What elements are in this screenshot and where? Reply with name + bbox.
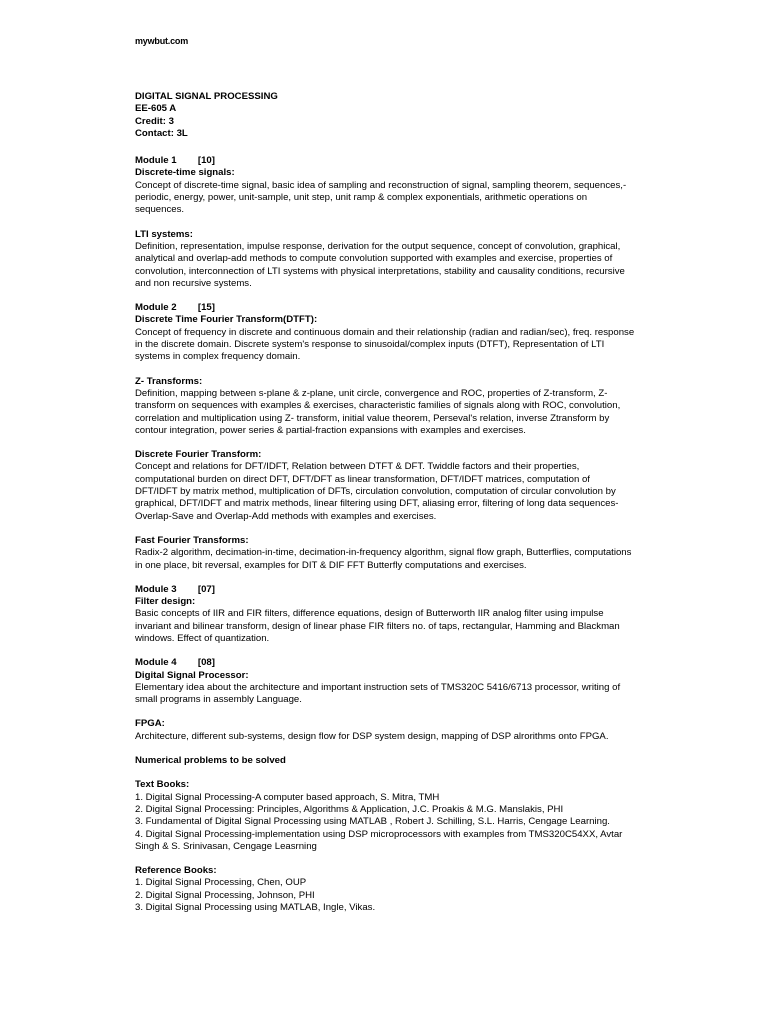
reference-book-item: 3. Digital Signal Processing using MATLAB, Ingle, Vikas. bbox=[135, 902, 376, 914]
section-title: Filter design: bbox=[135, 596, 196, 608]
numerical-note-section bbox=[135, 755, 635, 767]
module-4-heading bbox=[135, 657, 635, 669]
section-text: Definition, representation, impulse response, derivation for the output sequence, concept of convolution, graphical, analytical and overlap-add methods to compute convolution supported with examples and exercise, properties of convolution, interconnection of LTI systems with physical interpretations, stability and causality conditions, recursive and non recursive systems. bbox=[135, 240, 625, 289]
reference-book-item: 2. Digital Signal Processing, Johnson, PHI bbox=[135, 889, 315, 901]
section-title: FPGA: bbox=[135, 718, 165, 730]
section-text: Concept of discrete-time signal, basic idea of sampling and reconstruction of signal, sampling theorem, sequences,- periodic, energy, power, unit-sample, unit step, unit ramp & complex exponentials, arithmetic operations on sequences. bbox=[135, 179, 627, 216]
module-hours: [15] bbox=[197, 302, 215, 314]
reference-book-item: 1. Digital Signal Processing, Chen, OUP bbox=[135, 877, 307, 889]
text-book-item: 2. Digital Signal Processing: Principles, Algorithms & Application, J.C. Proakis & M.G. Manslakis, PHI bbox=[135, 803, 564, 815]
section-text: Architecture, different sub-systems, design flow for DSP system design, mapping of DSP alrorithms onto FPGA. bbox=[135, 730, 609, 742]
numerical-note: Numerical problems to be solved bbox=[135, 755, 286, 767]
module-title: Module 3 bbox=[135, 583, 177, 595]
text-books-section bbox=[135, 779, 635, 853]
section-title: Digital Signal Processor: bbox=[135, 669, 249, 681]
module-hours: [10] bbox=[197, 155, 215, 167]
module-hours: [07] bbox=[197, 583, 215, 595]
text-book-item: 4. Digital Signal Processing-implementation using DSP microprocessors with examples from TMS320C54XX, Avtar Singh & S. Srinivasan, Cengage Leasrning bbox=[135, 828, 623, 852]
section-text: Basic concepts of IIR and FIR filters, difference equations, design of Butterworth IIR analog filter using impulse invariant and bilinear transform, design of linear phase FIR filters no. of taps, rectangular, Hamming and Blackman windows. Effect of quantization. bbox=[135, 608, 620, 644]
module-hours: [08] bbox=[197, 657, 215, 669]
section-title: Z- Transforms: bbox=[135, 375, 203, 387]
course-code: EE-605 A bbox=[135, 103, 177, 115]
site-watermark: mywbut.com bbox=[135, 36, 189, 46]
fft-section bbox=[135, 535, 635, 572]
section-text: Definition, mapping between s-plane & z-plane, unit circle, convergence and ROC, properties of Z-transform, Z-transform on sequences with examples & exercises, characteristic families of signals along with ROC, convolution, correlation and multiplication using Z- transform, initial value theorem, Perseval's relation, inverse Ztransform by contour integration, power series & partial-fraction expansions with examples and exercises. bbox=[135, 387, 621, 436]
text-book-item: 3. Fundamental of Digital Signal Processing using MATLAB , Robert J. Schilling, S.L. Harris, Cengage Learning. bbox=[135, 816, 610, 828]
module-1-heading bbox=[135, 155, 635, 167]
section-text: Radix-2 algorithm, decimation-in-time, decimation-in-frequency algorithm, signal flow graph, Butterflies, computations in one place, bit reversal, examples for DIT & DIF FFT Butterfly computations and exercises. bbox=[135, 547, 632, 571]
module-1 bbox=[135, 155, 635, 216]
section-text: Elementary idea about the architecture and important instruction sets of TMS320C 5416/6713 processor, writing of small programs in assembly Language. bbox=[135, 681, 621, 706]
syllabus-content bbox=[135, 91, 635, 926]
section-title: Discrete Time Fourier Transform(DTFT): bbox=[135, 314, 318, 326]
section-text: Concept of frequency in discrete and continuous domain and their relationship (radian and radian/sec), freq. response in the discrete domain. Discrete system's response to sinusoidal/complex inputs (DTFT), Representation of LTI systems in complex frequency domain. bbox=[135, 326, 635, 363]
module-4 bbox=[135, 657, 635, 706]
module-title: Module 1 bbox=[135, 155, 177, 167]
section-title: Discrete-time signals: bbox=[135, 167, 235, 179]
text-books-title: Text Books: bbox=[135, 779, 190, 791]
section-title: Fast Fourier Transforms: bbox=[135, 534, 249, 546]
reference-books-section bbox=[135, 865, 635, 914]
section-title: Discrete Fourier Transform: bbox=[135, 449, 262, 461]
course-credit: Credit: 3 bbox=[135, 115, 174, 127]
module-title: Module 2 bbox=[135, 302, 177, 314]
section-text: Concept and relations for DFT/IDFT, Relation between DTFT & DFT. Twiddle factors and their properties, computational burden on direct DFT, DFT/DFT as linear transformation, DFT/IDFT matrices, computation of DFT/IDFT by matrix method, multiplication of DFTs, circulation convolution, computation of circular convolution by graphical, DFT/IDFT and matrix methods, linear filtering using DFT, aliasing error, filtering of long data sequences- Overlap-Save and Overlap-Add methods with examples and exercises. bbox=[135, 461, 619, 522]
section-title: LTI systems: bbox=[135, 228, 193, 240]
course-title: DIGITAL SIGNAL PROCESSING bbox=[135, 91, 278, 102]
module-title: Module 4 bbox=[135, 657, 177, 669]
reference-books-title: Reference Books: bbox=[135, 865, 217, 877]
lti-systems-section bbox=[135, 229, 635, 290]
dft-section bbox=[135, 449, 635, 523]
course-contact: Contact: 3L bbox=[135, 127, 188, 139]
z-transforms-section bbox=[135, 376, 635, 437]
module-3 bbox=[135, 584, 635, 645]
module-2 bbox=[135, 302, 635, 363]
module-2-heading bbox=[135, 302, 635, 314]
module-3-heading bbox=[135, 584, 635, 596]
fpga-section bbox=[135, 718, 635, 743]
text-book-item: 1. Digital Signal Processing-A computer based approach, S. Mitra, TMH bbox=[135, 791, 440, 803]
course-header bbox=[135, 91, 635, 140]
